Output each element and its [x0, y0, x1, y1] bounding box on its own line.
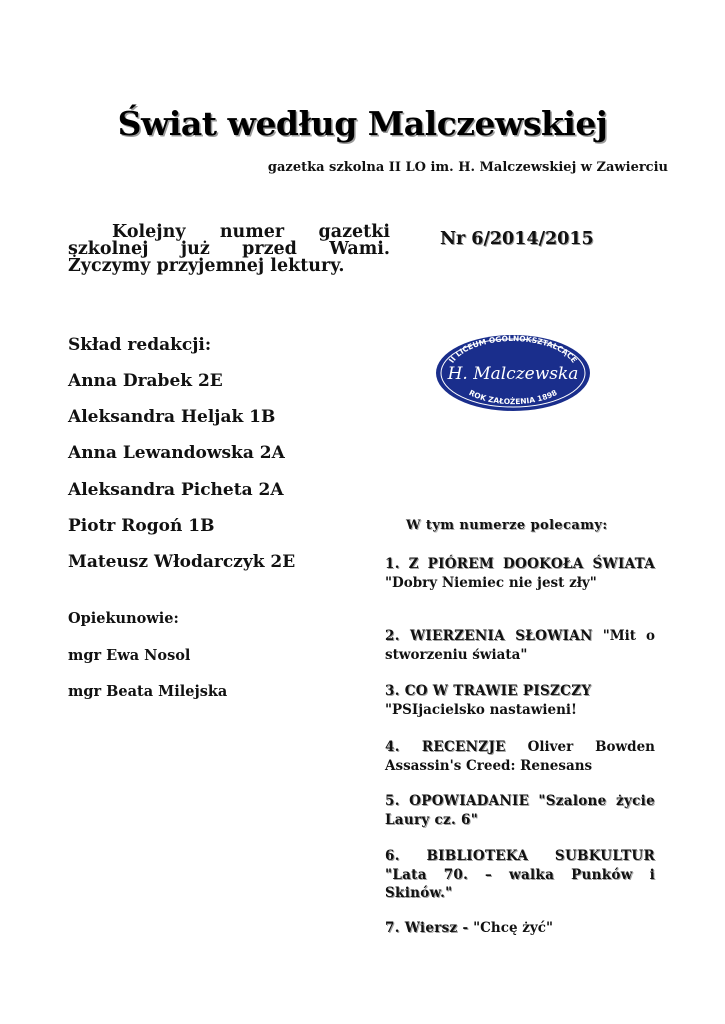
recommendation-title: 5. OPOWIADANIE: [385, 793, 530, 809]
recommendation-title: 7. Wiersz -: [385, 920, 469, 936]
editorial-member: Anna Drabek 2E: [68, 371, 223, 391]
newspaper-title: Świat według Malczewskiej: [117, 104, 608, 143]
guardians-heading: Opiekunowie:: [68, 610, 179, 627]
recommendation-desc: "PSIjacielsko nastawieni!: [385, 701, 577, 718]
recommendation-desc: "Mit o stworzeniu świata": [385, 628, 656, 663]
school-logo: [434, 333, 592, 413]
guardian-name: mgr Beata Milejska: [68, 683, 228, 700]
recommendation-item: [385, 847, 655, 903]
logo-name: H. Malczewska: [447, 364, 579, 384]
recommendations-heading: W tym numerze polecamy:: [406, 518, 608, 533]
guardian-name: mgr Ewa Nosol: [68, 647, 191, 664]
recommendation-desc: "Lata 70. – walka Punków i Skinów.": [385, 866, 655, 901]
recommendation-item: [385, 555, 655, 592]
editorial-member: Aleksandra Heljak 1B: [68, 407, 276, 427]
recommendation-desc: Oliver Bowden Assassin's Creed: Renesans: [385, 739, 655, 774]
recommendation-desc: "Dobry Niemiec nie jest zły": [385, 574, 597, 591]
editorial-member: Aleksandra Picheta 2A: [68, 480, 284, 500]
logo-top-text: II LICEUM OGÓLNOKSZTAŁCĄCE: [447, 333, 579, 365]
editorial-member: Anna Lewandowska 2A: [68, 443, 285, 463]
editorial-member: Mateusz Włodarczyk 2E: [68, 552, 296, 572]
recommendation-title: 4. RECENZJE: [385, 739, 506, 755]
recommendation-item: [385, 627, 655, 664]
recommendation-desc: "Chcę żyć": [473, 920, 553, 936]
newspaper-subtitle: gazetka szkolna II LO im. H. Malczewskiej w Zawierciu: [267, 160, 668, 175]
recommendation-item: [385, 738, 655, 775]
recommendation-title: 3. CO W TRAWIE PISZCZY: [385, 683, 592, 699]
logo-bottom-text: ROK ZAŁOŻENIA 1898: [467, 388, 559, 407]
intro-paragraph: Kolejny numer gazetki szkolnej już przed Wami. Życzymy przyjemnej lektury.: [68, 222, 390, 276]
recommendation-item: [385, 919, 655, 938]
recommendation-item: [385, 682, 655, 719]
issue-number: Nr 6/2014/2015: [440, 229, 594, 249]
recommendation-title: 1. Z PIÓREM DOOKOŁA ŚWIATA: [385, 556, 655, 572]
recommendation-desc: "Szalone życie Laury cz. 6": [385, 793, 655, 828]
editorial-member: Piotr Rogoń 1B: [68, 516, 215, 536]
recommendation-title: 6. BIBLIOTEKA SUBKULTUR: [385, 848, 655, 864]
editorial-heading: Skład redakcji:: [68, 335, 212, 355]
recommendation-item: [385, 792, 655, 829]
recommendation-title: 2. WIERZENIA SŁOWIAN: [385, 628, 593, 644]
